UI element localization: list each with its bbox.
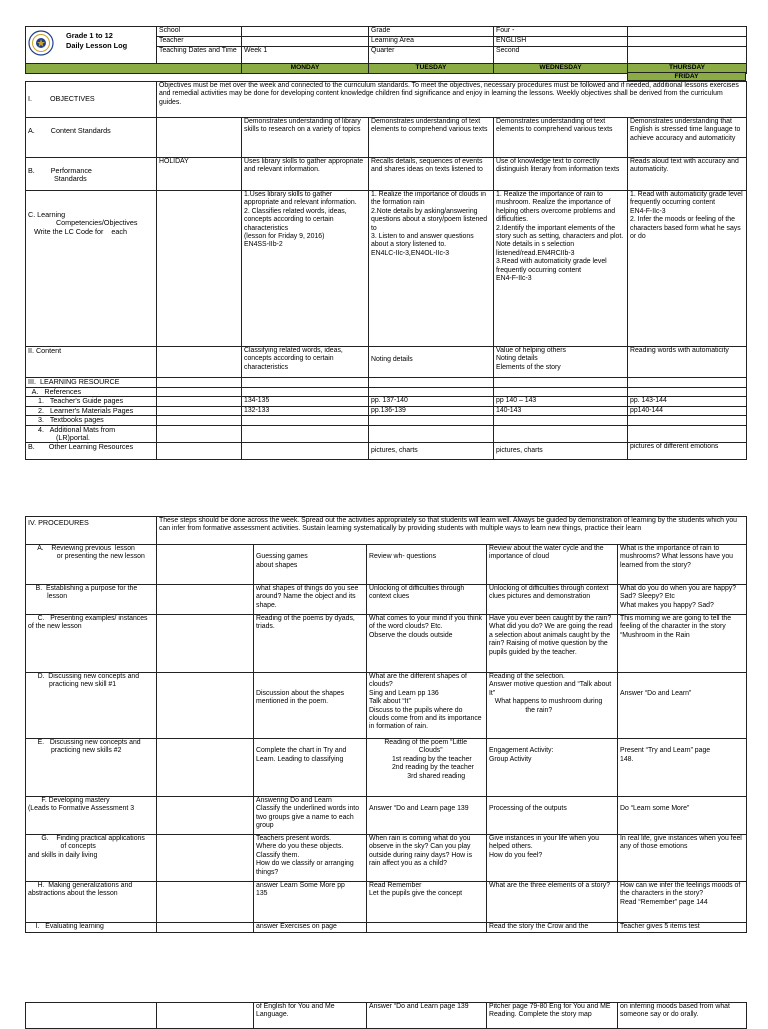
- proc-e-thursday: Engagement Activity: Group Activity: [487, 739, 618, 797]
- proc-e-monday: [157, 739, 254, 797]
- page-2: [0, 516, 768, 933]
- day-header-thursday: THURSDAY: [628, 64, 747, 74]
- proc-h-label: H. Making generalizations and abstractions about the lesson: [26, 882, 157, 923]
- header-title-line2: Daily Lesson Log: [66, 41, 128, 50]
- ps-wednesday: Recalls details, sequences of events and shares ideas on texts listened to: [369, 158, 494, 191]
- school-label: School: [157, 27, 242, 37]
- quarter-label: Quarter: [369, 47, 494, 64]
- content-thursday: Value of helping others Noting details Elements of the story: [494, 347, 628, 378]
- proc-d-label: D. Discussing new concepts and practicing new skill #1: [26, 673, 157, 739]
- day-header-monday: MONDAY: [242, 64, 369, 74]
- proc-i-thursday: Read the story the Crow and the: [487, 923, 618, 933]
- proc-f-monday: [157, 797, 254, 835]
- tg-tuesday: 134-135: [242, 397, 369, 406]
- proc-f-tuesday: Answering Do and Learn Classify the underlined words into two groups give a name to each group: [254, 797, 367, 835]
- proc-d-monday: [157, 673, 254, 739]
- ps-monday: HOLIDAY: [157, 158, 242, 191]
- cs-wednesday: Demonstrates understanding of text elements to comprehend various texts: [369, 118, 494, 158]
- header-title-line1: Grade 1 to 12: [66, 31, 113, 40]
- objectives-text: Objectives must be met over the week and connected to the curriculum standards. To meet the objectives, necessary procedures must be followed and if needed, additional lessons exercises and remedial activities may be done for developing content knowledge children find significance and enjoy in learning the lessons. Weekly objectives shall be derived from the curriculum guides.: [157, 82, 747, 118]
- content-standards-label: A. Content Standards: [26, 118, 157, 158]
- proc-b-thursday: Unlocking of difficulties through context clues pictures and demonstration: [487, 585, 618, 615]
- proc-a-label: A. Reviewing previous lesson or presenting the new lesson: [26, 545, 157, 585]
- day-header-wednesday: WEDNESDAY: [494, 64, 628, 74]
- content-tuesday: Classifying related words, ideas, concepts according to certain characteristics: [242, 347, 369, 378]
- grade-value: Four -: [494, 27, 628, 37]
- proc-d-friday: Answer “Do and Learn”: [618, 673, 747, 739]
- proc-a-tuesday: Guessing games about shapes: [254, 545, 367, 585]
- comp-thursday: 1. Realize the importance of rain to mushroom. Realize the importance of helping others overcome problems and difficulties. 2.Identify the important elements of the story such as setting, characters and plot. Note details in s selection listened/read.EN4RCIIb-3 3.Read with automaticity grade level frequently occurring content EN4-F-IIc-3: [494, 191, 628, 347]
- page-3: [0, 1002, 768, 1029]
- other-resources-label: B. Other Learning Resources: [26, 443, 157, 460]
- objectives-label: I. OBJECTIVES: [26, 82, 157, 118]
- lm-monday: [157, 406, 242, 415]
- proc-i-monday: [157, 923, 254, 933]
- proc-b-monday: [157, 585, 254, 615]
- proc-c-wednesday: What comes to your mind if you think of the word clouds? Etc. Observe the clouds outside: [367, 615, 487, 673]
- ps-friday: Reads aloud text with accuracy and automaticity.: [628, 158, 747, 191]
- proc-c-label: C. Presenting examples/ instances of the new lesson: [26, 615, 157, 673]
- proc-c-monday: [157, 615, 254, 673]
- proc-h-monday: [157, 882, 254, 923]
- p3-thursday: Pitcher page 79-80 Eng for You and ME Reading. Complete the story map: [487, 1003, 618, 1029]
- content-wednesday: Noting details: [369, 347, 494, 378]
- ps-thursday: Use of knowledge text to correctly distinguish literary from information texts: [494, 158, 628, 191]
- lesson-log-table: [25, 26, 747, 74]
- performance-standards-label: B. Performance Standards: [26, 158, 157, 191]
- dates-label: Teaching Dates and Time: [157, 47, 242, 64]
- competencies-label: C. Learning Competencies/Objectives Write the LC Code for each: [26, 191, 157, 347]
- references-label: A. References: [26, 388, 157, 397]
- proc-i-tuesday: answer Exercises on page: [254, 923, 367, 933]
- content-monday: [157, 347, 242, 378]
- proc-h-thursday: What are the three elements of a story?: [487, 882, 618, 923]
- textbooks-label: 3. Textbooks pages: [26, 416, 157, 425]
- proc-f-label: F. Developing mastery (Leads to Formative Assessment 3: [26, 797, 157, 835]
- area-label: Learning Area: [369, 37, 494, 47]
- p3-monday: [157, 1003, 254, 1029]
- procedures-table: [25, 516, 747, 933]
- proc-g-wednesday: When rain is coming what do you observe in the sky? Can you play outside during rainy days? How is rain affect you as a child?: [367, 835, 487, 882]
- objectives-table: [25, 81, 747, 460]
- page-3-table: [25, 1002, 747, 1029]
- page-1-body: [0, 81, 768, 460]
- proc-e-tuesday: Complete the chart in Try and Learn. Leading to classifying: [254, 739, 367, 797]
- comp-wednesday: 1. Realize the importance of clouds in the formation rain 2.Note details by asking/answering questions about a story/poem listened to 3. Listen to and answer questions about a story listened to. EN4LC-IIc-3,EN4OL-IIc-3: [369, 191, 494, 347]
- p3-tuesday: of English for You and Me Language.: [254, 1003, 367, 1029]
- proc-b-tuesday: what shapes of things do you see around? Name the object and its shape.: [254, 585, 367, 615]
- cs-monday: [157, 118, 242, 158]
- procedures-text: These steps should be done across the week. Spread out the activities appropriately so that students will learn well. Always be guided by demonstration of learning by the students which you can infer from formative assessment activities. Sustain learning systematically by providing students with multiple ways to learn new things, practice their learn: [157, 517, 747, 545]
- proc-a-wednesday: Review wh- questions: [367, 545, 487, 585]
- proc-g-friday: In real life, give instances when you feel any of those emotions: [618, 835, 747, 882]
- proc-b-friday: What do you do when you are happy? Sad? Sleepy? Etc What makes you happy? Sad?: [618, 585, 747, 615]
- proc-g-label: G. Finding practical applications of concepts and skills in daily living: [26, 835, 157, 882]
- proc-h-friday: How can we infer the feelings moods of the characters in the story? Read “Remember” page 144: [618, 882, 747, 923]
- proc-d-wednesday: What are the different shapes of clouds? Sing and Learn pp 136 Talk about “It” Discuss to the pupils where do clouds come from and its importance in formation of rain.: [367, 673, 487, 739]
- other-wednesday: pictures, charts: [369, 443, 494, 460]
- cs-friday: Demonstrates understanding that English is stressed time language to achieve accuracy and automaticity: [628, 118, 747, 158]
- proc-d-thursday: Reading of the selection. Answer motive question and “Talk about It” What happens to mushroom during the rain?: [487, 673, 618, 739]
- content-friday: Reading words with automaticity: [628, 347, 747, 378]
- deped-seal-icon: [28, 30, 54, 56]
- page-1: [0, 26, 768, 74]
- proc-h-wednesday: Read Remember Let the pupils give the concept: [367, 882, 487, 923]
- proc-a-friday: What is the importance of rain to mushrooms? What lessons have you learned from the story?: [618, 545, 747, 585]
- school-value: [242, 27, 369, 37]
- proc-g-thursday: Give instances in your life when you helped others. How do you feel?: [487, 835, 618, 882]
- p3-friday: on inferring moods based from what someone say or do orally.: [618, 1003, 747, 1029]
- lm-label: 2. Learner's Materials Pages: [26, 406, 157, 415]
- proc-b-label: B. Establishing a purpose for the lesson: [26, 585, 157, 615]
- tg-friday: pp. 143-144: [628, 397, 747, 406]
- tg-label: 1. Teacher's Guide pages: [26, 397, 157, 406]
- proc-c-tuesday: Reading of the poems by dyads, triads.: [254, 615, 367, 673]
- content-label: II. Content: [26, 347, 157, 378]
- proc-f-wednesday: Answer “Do and Learn page 139: [367, 797, 487, 835]
- teacher-label: Teacher: [157, 37, 242, 47]
- proc-f-friday: Do “Learn some More”: [618, 797, 747, 835]
- grade-label: Grade: [369, 27, 494, 37]
- teacher-value: [242, 37, 369, 47]
- tg-wednesday: pp. 137-140: [369, 397, 494, 406]
- comp-friday: 1. Read with automaticity grade level frequently occurring content EN4-F-IIc-3 2. Infer the moods or feeling of the characters based form what he says or do: [628, 191, 747, 347]
- lm-tuesday: 132-133: [242, 406, 369, 415]
- tg-thursday: pp 140 – 143: [494, 397, 628, 406]
- additional-mats-label: 4. Additional Mats from (LR)portal.: [26, 425, 157, 443]
- proc-e-friday: Present “Try and Learn” page 148.: [618, 739, 747, 797]
- proc-a-monday: [157, 545, 254, 585]
- lm-friday: pp140-144: [628, 406, 747, 415]
- comp-tuesday: 1.Uses library skills to gather appropriate and relevant information. 2. Classifies related words, ideas, concepts according to certain characteristics (lesson for Friday 9, 2016) EN4SS-IIb-2: [242, 191, 369, 347]
- proc-e-wednesday: Reading of the poem “Little Clouds” 1st reading by the teacher 2nd reading by the teacher 3rd shared reading: [367, 739, 487, 797]
- p3-wednesday: Answer “Do and Learn page 139: [367, 1003, 487, 1029]
- proc-i-friday: Teacher gives 5 items test: [618, 923, 747, 933]
- proc-i-label: I. Evaluating learning: [26, 923, 157, 933]
- proc-g-tuesday: Teachers present words. Where do you these objects. Classify them. How do we classify or arranging things?: [254, 835, 367, 882]
- dates-value: Week 1: [242, 47, 369, 64]
- proc-c-thursday: Have you ever been caught by the rain? What did you do? We are going the read a selection about animals caught by the rain? Raising of motive question by the pupils guided by the teacher.: [487, 615, 618, 673]
- proc-b-wednesday: Unlocking of difficulties through context clues: [367, 585, 487, 615]
- resources-label: III. LEARNING RESOURCE: [26, 378, 157, 388]
- ps-tuesday: Uses library skills to gather appropriate and relevant information.: [242, 158, 369, 191]
- proc-i-wednesday: [367, 923, 487, 933]
- day-header-tuesday: TUESDAY: [369, 64, 494, 74]
- cs-tuesday: Demonstrates understanding of library skills to research on a variety of topics: [242, 118, 369, 158]
- other-friday: pictures of different emotions: [628, 443, 747, 460]
- cs-thursday: Demonstrates understanding of text elements to comprehend various texts: [494, 118, 628, 158]
- tg-monday: [157, 397, 242, 406]
- lm-wednesday: pp.136-139: [369, 406, 494, 415]
- other-monday: [157, 443, 242, 460]
- comp-monday: [157, 191, 242, 347]
- proc-f-thursday: Processing of the outputs: [487, 797, 618, 835]
- proc-h-tuesday: answer Learn Some More pp 135: [254, 882, 367, 923]
- procedures-label: IV. PROCEDURES: [26, 517, 157, 545]
- proc-d-tuesday: Discussion about the shapes mentioned in the poem.: [254, 673, 367, 739]
- area-value: ENGLISH: [494, 37, 628, 47]
- proc-e-label: E. Discussing new concepts and practicing new skills #2: [26, 739, 157, 797]
- lm-thursday: 140-143: [494, 406, 628, 415]
- proc-g-monday: [157, 835, 254, 882]
- quarter-value: Second: [494, 47, 628, 64]
- proc-c-friday: This morning we are going to tell the feeling of the character in the story “Mushroom in the Rain: [618, 615, 747, 673]
- proc-a-thursday: Review about the water cycle and the importance of cloud: [487, 545, 618, 585]
- other-thursday: pictures, charts: [494, 443, 628, 460]
- other-tuesday: [242, 443, 369, 460]
- day-header-friday: FRIDAY: [627, 72, 746, 81]
- header-logo-cell: [26, 27, 157, 64]
